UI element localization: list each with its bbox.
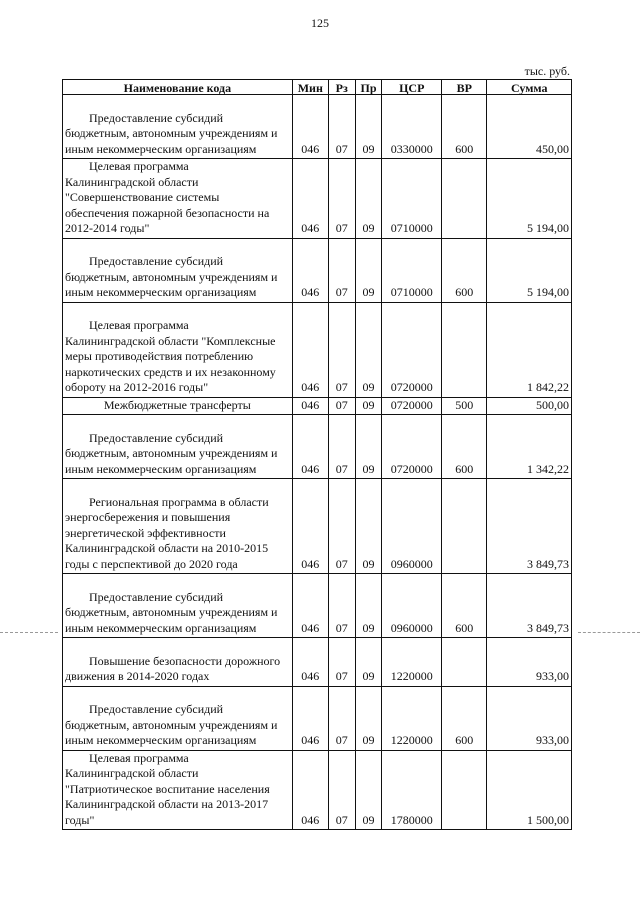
row-rz: 07: [328, 95, 355, 159]
row-name: [63, 415, 293, 479]
row-csr: 0720000: [382, 397, 442, 415]
row-name-line: Межбюджетные трансферты: [103, 397, 251, 412]
row-sum: 3 849,73: [487, 574, 572, 638]
row-vr: [442, 750, 487, 830]
row-min: 046: [292, 302, 328, 397]
header-pr: Пр: [355, 80, 382, 95]
table-row: [63, 302, 572, 397]
row-sum: 1 500,00: [487, 750, 572, 830]
row-vr: 600: [442, 415, 487, 479]
row-sum: 5 194,00: [487, 159, 572, 239]
row-sum: 1 342,22: [487, 415, 572, 479]
row-sum: 933,00: [487, 638, 572, 687]
row-min: 046: [292, 686, 328, 750]
row-sum: 500,00: [487, 397, 572, 415]
row-vr: 600: [442, 95, 487, 159]
table-header-row: [63, 80, 572, 95]
row-vr: 500: [442, 397, 487, 415]
row-name: [63, 159, 293, 239]
row-rz: 07: [328, 574, 355, 638]
row-pr: 09: [355, 397, 382, 415]
row-name-line: иным некоммерческим организациям: [65, 620, 257, 635]
table-row: [63, 95, 572, 159]
row-name-line: годы": [65, 812, 95, 827]
row-name-line: бюджетным, автономным учреждениям и: [65, 269, 278, 284]
table-row: [63, 638, 572, 687]
row-min: 046: [292, 159, 328, 239]
row-name: [63, 750, 293, 830]
row-name-line: движения в 2014-2020 годах: [65, 669, 210, 683]
row-sum: 1 842,22: [487, 302, 572, 397]
row-name-line: Целевая программа: [89, 159, 189, 173]
row-min: 046: [292, 415, 328, 479]
row-name-line: энергосбережения и повышения: [65, 510, 231, 524]
blank-line: [65, 415, 290, 431]
row-pr: 09: [355, 686, 382, 750]
row-name-line: Калининградской области на 2013-2017: [65, 797, 269, 811]
row-name-line: Предоставление субсидий: [89, 254, 224, 268]
row-name-line: иным некоммерческим организациям: [65, 141, 257, 156]
table-row: [63, 159, 572, 239]
row-name: [63, 397, 293, 415]
row-name-line: обороту на 2012-2016 годы": [65, 380, 209, 394]
row-pr: 09: [355, 238, 382, 302]
row-name-line: Региональная программа в области: [89, 494, 269, 509]
row-name-line: Целевая программа: [89, 318, 189, 332]
row-name: [63, 302, 293, 397]
blank-line: [65, 95, 290, 111]
row-name-line: Целевая программа: [89, 750, 189, 765]
row-csr: 0720000: [382, 415, 442, 479]
row-rz: 07: [328, 638, 355, 687]
table-body: [63, 95, 572, 830]
header-csr: ЦСР: [382, 80, 442, 95]
header-sum: Сумма: [487, 80, 572, 95]
row-rz: 07: [328, 479, 355, 574]
row-vr: [442, 479, 487, 574]
row-vr: [442, 302, 487, 397]
blank-line: [65, 638, 290, 654]
row-min: 046: [292, 238, 328, 302]
table-row: [63, 415, 572, 479]
row-name: [63, 238, 293, 302]
row-rz: 07: [328, 302, 355, 397]
table-row: [63, 750, 572, 830]
row-name: [63, 479, 293, 574]
row-rz: 07: [328, 238, 355, 302]
scan-fold-line-right: [578, 632, 640, 633]
row-name-line: Калининградской области: [65, 174, 199, 189]
row-pr: 09: [355, 415, 382, 479]
row-csr: 0960000: [382, 479, 442, 574]
row-name-line: Калининградской области: [65, 766, 199, 780]
row-name-line: 2012-2014 годы": [65, 221, 150, 235]
row-pr: 09: [355, 638, 382, 687]
header-rz: Рз: [328, 80, 355, 95]
row-name-line: Предоставление субсидий: [89, 702, 224, 716]
blank-line: [65, 239, 290, 255]
row-name-line: бюджетным, автономным учреждениям и: [65, 446, 278, 460]
page-number: 125: [311, 16, 329, 30]
table-row: [63, 574, 572, 638]
row-rz: 07: [328, 415, 355, 479]
row-csr: 1780000: [382, 750, 442, 830]
row-name-line: Предоставление субсидий: [89, 589, 224, 604]
row-name-line: "Патриотическое воспитание населения: [65, 781, 270, 796]
row-name-line: бюджетным, автономным учреждениям и: [65, 717, 278, 732]
row-pr: 09: [355, 750, 382, 830]
row-vr: [442, 159, 487, 239]
blank-line: [65, 479, 290, 495]
row-name-line: Калининградской области "Комплексные: [65, 333, 276, 348]
row-sum: 450,00: [487, 95, 572, 159]
row-min: 046: [292, 638, 328, 687]
budget-table: [62, 79, 572, 830]
row-name-line: Предоставление субсидий: [89, 430, 224, 445]
row-sum: 5 194,00: [487, 238, 572, 302]
scan-fold-line-left: [0, 632, 58, 633]
row-name: [63, 638, 293, 687]
row-name-line: Повышение безопасности дорожного: [89, 653, 281, 668]
row-sum: 3 849,73: [487, 479, 572, 574]
row-csr: 1220000: [382, 638, 442, 687]
table-row: [63, 238, 572, 302]
header-vr: ВР: [442, 80, 487, 95]
row-min: 046: [292, 750, 328, 830]
row-name-line: годы с перспективой до 2020 года: [65, 556, 238, 571]
row-name-line: меры противодействия потреблению: [65, 349, 254, 363]
row-name-line: иным некоммерческим организациям: [65, 285, 257, 299]
row-name-line: обеспечения пожарной безопасности на: [65, 205, 270, 220]
row-pr: 09: [355, 159, 382, 239]
row-csr: 0720000: [382, 302, 442, 397]
row-rz: 07: [328, 686, 355, 750]
row-vr: [442, 638, 487, 687]
row-name-line: иным некоммерческим организациям: [65, 733, 257, 747]
header-name: Наименование кода: [63, 80, 293, 95]
row-min: 046: [292, 397, 328, 415]
row-csr: 0710000: [382, 238, 442, 302]
row-vr: 600: [442, 238, 487, 302]
row-sum: 933,00: [487, 686, 572, 750]
row-vr: 600: [442, 574, 487, 638]
row-name: [63, 95, 293, 159]
row-rz: 07: [328, 397, 355, 415]
table-row: [63, 397, 572, 415]
row-pr: 09: [355, 95, 382, 159]
units-label: тыс. руб.: [524, 64, 570, 78]
row-rz: 07: [328, 750, 355, 830]
header-min: Мин: [292, 80, 328, 95]
row-name-line: иным некоммерческим организациям: [65, 461, 257, 476]
row-name-line: бюджетным, автономным учреждениям и: [65, 126, 278, 140]
row-csr: 1220000: [382, 686, 442, 750]
row-name-line: наркотических средств и их незаконному: [65, 364, 276, 379]
blank-line: [65, 303, 290, 319]
row-min: 046: [292, 574, 328, 638]
row-name-line: Предоставление субсидий: [89, 110, 224, 125]
row-name-line: Калининградской области на 2010-2015: [65, 541, 269, 555]
row-pr: 09: [355, 302, 382, 397]
row-csr: 0330000: [382, 95, 442, 159]
row-min: 046: [292, 479, 328, 574]
table-row: [63, 479, 572, 574]
table-row: [63, 686, 572, 750]
row-name-line: энергетической эффективности: [65, 525, 226, 540]
row-pr: 09: [355, 479, 382, 574]
row-min: 046: [292, 95, 328, 159]
blank-line: [65, 687, 290, 703]
row-name: [63, 574, 293, 638]
blank-line: [65, 574, 290, 590]
row-csr: 0710000: [382, 159, 442, 239]
row-pr: 09: [355, 574, 382, 638]
row-name-line: бюджетным, автономным учреждениям и: [65, 605, 278, 619]
row-rz: 07: [328, 159, 355, 239]
row-name-line: "Совершенствование системы: [65, 190, 220, 204]
row-vr: 600: [442, 686, 487, 750]
row-name: [63, 686, 293, 750]
row-csr: 0960000: [382, 574, 442, 638]
